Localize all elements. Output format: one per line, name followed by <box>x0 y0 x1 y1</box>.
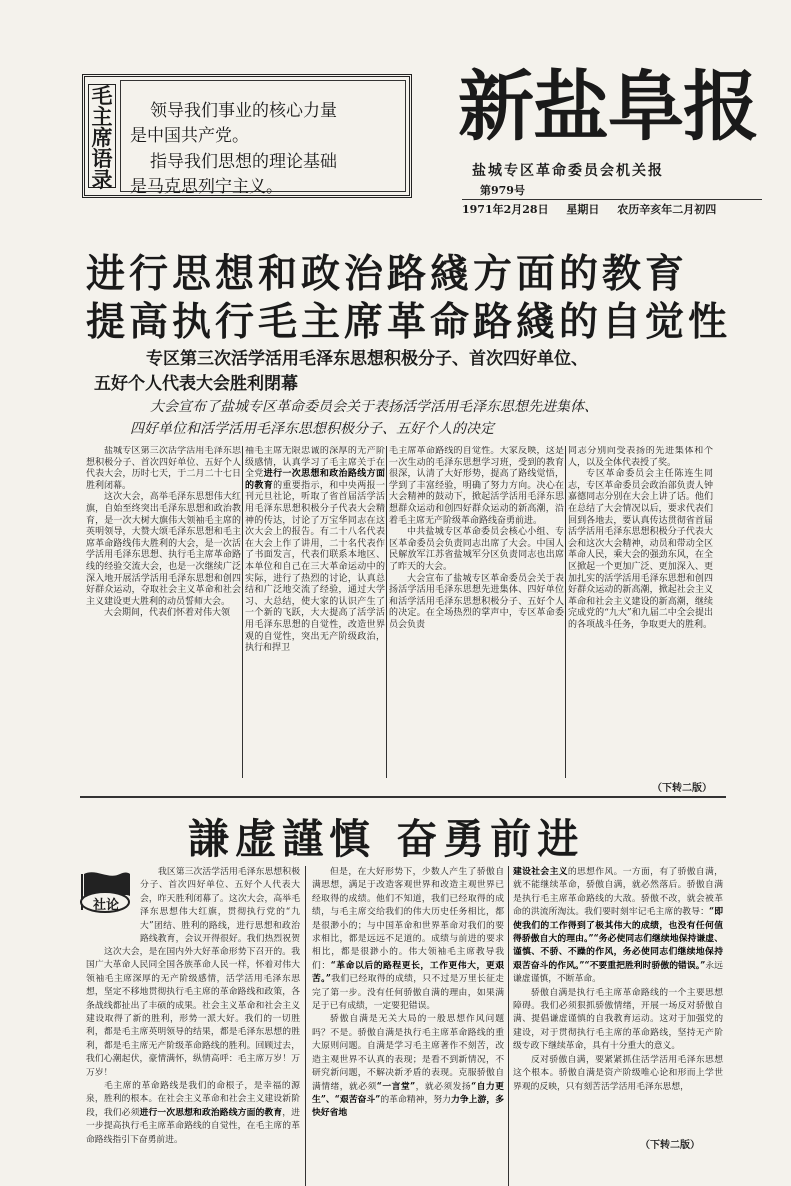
text-run: 骄傲自满是无关大局的一般思想作风问题吗？不是。骄傲自满是执行毛主席革命路线的重大原则问题。自满是学习毛主席著作不刻苦，改造主观世界不认真的表现；是看不到新情况，不研究新问题，不解决新矛盾的表现。克服骄傲自满情绪，就必须 <box>312 1014 504 1092</box>
article-column-1 <box>86 446 241 780</box>
lunar-date: 农历辛亥年二月初四 <box>617 203 717 216</box>
issue-number: 第979号 <box>480 184 525 197</box>
text-run: 的思想作风。一方面，有了骄傲自满，就不能继续革命，骄傲自满，就必然落后。骄傲自满是执行毛主席革命路线的大敌。骄傲不改，就会被革命的洪流所淘汰。我们要时刻牢记毛主席的教导： <box>513 867 723 918</box>
paragraph: 这次大会，高举毛泽东思想伟大红旗，自始至终突出毛泽东思想和政治教育，是一次大树大旗伟大领袖毛主席的英明领导，大赞大颂毛泽东思想和毛主席革命路线伟大胜利的大会，是一次活学活用毛泽东思想、执行毛主席革命路线的经验交流大会，也是一次继续广泛深入地开展活学活用毛泽东思想和创四好群众运动，夺取社会主义革命和社会主义建设更大胜利的动员誓师大会。 <box>86 492 241 607</box>
emphasis-text: 进行一次思想和政治路线方面的教育 <box>139 1107 283 1118</box>
article-column-4 <box>568 446 713 780</box>
headline-line-2: 提高执行毛主席革命路綫的自觉性 <box>86 299 732 345</box>
deck-line-2: 四好单位和活学活用毛泽东思想积极分子、五好个人的决定 <box>130 421 494 437</box>
emphasis-text: “自力更生”、“艰苦奋斗” <box>312 1081 504 1105</box>
paragraph: 我区第三次活学活用毛泽东思想积极分子、首次四好单位、五好个人代表大会，昨天胜利闭幕了。这次大会，高举毛泽东思想伟大红旗，贯彻执行党的“九大”团结、胜利的路线，进行思想和政治路线教育，会议开得很好。我们热烈祝贺 <box>140 867 300 945</box>
paragraph: 大会宣布了盐城专区革命委员会关于表扬活学活用毛泽东思想先进集体、四好单位和活学活用毛泽东思想积极分子、五好个人的决定。在全场热烈的掌声中，专区革命委员会负责 <box>389 573 564 630</box>
emphasis-text: 建设社会主义 <box>513 867 568 877</box>
editorial-badge <box>74 866 136 916</box>
continued-note: （下转二版） <box>640 1140 700 1151</box>
article-column-2 <box>245 446 385 780</box>
quotation-line: 是中国共产党。 <box>130 126 249 146</box>
text-run: 我们已经取得的成绩，只不过是万里长征走完了第一步。没有任何骄傲自满的理由，如果满足于已有成绩，一定要犯错误。 <box>312 974 504 1012</box>
editorial-column-1 <box>86 946 300 1181</box>
paragraph: 大会期间，代表们怀着对伟大领 <box>104 608 231 619</box>
section-divider <box>80 796 726 798</box>
emphasis-text: 进行一次思想和政治路线方面的教育 <box>245 469 385 491</box>
text-run: 永远谦虚谨慎，不断革命。 <box>513 960 723 985</box>
text-run: 毛主席的革命路线是我们的命根子，是幸福的源泉，胜利的根本。在社会主义革命和社会主义建设新阶段，我们必须 <box>86 1081 300 1118</box>
paragraph: 骄傲自满是执行毛主席革命路线的一个主要思想障碍。我们必须狠抓骄傲情绪，开展一场反对骄傲自满、提倡谦虚谨慎的自我教育运动。这对于加强党的建设，对于贯彻执行毛主席的革命路线，坚持无产阶级专政下继续革命，具有十分重大的意义。 <box>513 987 723 1052</box>
quotation-label-char: 语 <box>91 146 113 171</box>
quotation-label-char: 席 <box>91 125 113 150</box>
column-divider <box>305 866 306 1186</box>
emphasis-text: “革命以后的路程更长，工作更伟大，更艰苦。” <box>312 960 504 985</box>
text-run: 的重要指示，和中央两报一刊元旦社论，听取了省首届活学活用毛泽东思想积极分子代表大会精神的传达，讨论了万宝华同志在这次大会上的报告。有二十八名代表在大会上作了讲用，二十名代表作了书面发言，代表们联系本地区、本单位和自己在三大革命运动中的实际，进行了热烈的讨论，认真总结和广泛地交流了经验，通过大学习、大总结，使大家的认识产生了一个新的飞跃，大大提高了活学活用毛泽东思想的自觉性，改造世界观的自觉性，突出无产阶级政治，执行和捍卫 <box>245 480 385 654</box>
text-run: ，就必须发扬 <box>415 1081 472 1092</box>
quotation-label-char: 主 <box>91 104 113 129</box>
paragraph: 反对骄傲自满，要紧紧抓住活学活用毛泽东思想这个根本。骄傲自满是资产阶级唯心论和形而上学世界观的反映，只有刻苦活学活用毛泽东思想， <box>513 1054 723 1092</box>
column-divider <box>242 446 243 778</box>
quotation-label-char: 录 <box>91 167 113 192</box>
editorial-label: 社论 <box>92 898 119 913</box>
article-column-3 <box>389 446 564 780</box>
paragraph: 盐城专区第三次活学活用毛泽东思想积极分子、首次四好单位、五好个人代表大会，历时七天，于二月二十七日胜利闭幕。 <box>86 446 241 491</box>
newspaper-title: 新盐阜报 <box>458 62 758 151</box>
quotation-line: 是马克思列宁主义。 <box>130 177 283 197</box>
text-run: 的革命精神，努力 <box>380 1094 452 1105</box>
quotation-line: 领导我们事业的核心力量 <box>150 101 337 121</box>
continued-note: （下转二版） <box>652 783 712 794</box>
subheadline-line-1: 专区第三次活学活用毛泽东思想积极分子、首次四好单位、 <box>146 349 588 369</box>
quotation-line: 指导我们思想的理论基础 <box>150 152 337 172</box>
headline-line-1: 进行思想和政治路綫方面的教育 <box>86 251 689 297</box>
paragraph: 专区革命委员会主任陈连生同志，专区革命委员会政治部负责人钟嘉德同志分别在大会上讲了话。他们在总结了大会情况以后，要求代表们回到各地去，要认真传达贯彻省首届活学活用毛泽东思想积极分子代表大会和这次大会精神，动员和带动全区革命人民，乘大会的强劲东风，在全区掀起一个更加广泛、更加深入、更加扎实的活学活用毛泽东思想和创四好群众运动的新高潮，掀起社会主义革命和社会主义建设的新高潮，继续完成党的“九大”和九届二中全会提出的各项战斗任务，争取更大的胜利。 <box>568 469 713 630</box>
subheadline-line-2: 五好个人代表大会胜利閉幕 <box>94 374 298 394</box>
emphasis-text: “即使我们的工作得到了极其伟大的成绩，也没有任何值得骄傲自大的理由。” <box>513 907 723 945</box>
text-run: 袖毛主席无限忠诚的深厚的无产阶级感情，认真学习了毛主席关于在全党 <box>245 446 385 480</box>
column-divider <box>386 446 387 778</box>
paragraph: 中共盐城专区革命委员会核心小组、专区革命委员会负责同志出席了大会。中国人民解放军江苏省盐城军分区负责同志也出席了昨天的大会。 <box>389 527 564 572</box>
issue-weekday: 星期日 <box>566 203 600 216</box>
dateline <box>462 199 762 217</box>
editorial-title: 謙虚謹慎 奋勇前进 <box>188 815 585 863</box>
quotation-label <box>88 83 116 192</box>
paragraph: 同志分别向受表扬的先进集体和个人，以及全体代表授了奖。 <box>568 446 713 468</box>
quotation-label-char: 毛 <box>91 83 113 108</box>
text-run: ，进一步提高执行毛主席革命路线的自觉性，在毛主席的革命路线指引下奋勇前进。 <box>86 1107 300 1145</box>
column-divider <box>565 446 566 778</box>
emphasis-text: 力争上游，多快好省地 <box>312 1094 504 1119</box>
newspaper-subtitle: 盐城专区革命委员会机关报 <box>472 163 664 179</box>
editorial-column-2 <box>312 866 504 1186</box>
issue-date: 1971年2月28日 <box>462 203 549 216</box>
deck-line-1: 大会宣布了盐城专区革命委员会关于表扬活学活用毛泽东思想先进集体、 <box>150 399 598 415</box>
paragraph: 毛主席革命路线的自觉性。大家反映，这是一次生动的毛泽东思想学习班，受到的教育很深，认清了大好形势，提高了路线觉悟，学到了丰富经验，明确了努力方向。决心在大会精神的鼓动下，掀起活学活用毛泽东思想群众运动和创四好群众运动的新高潮，沿着毛主席无产阶级革命路线奋勇前进。 <box>389 446 564 526</box>
text-run: 但是，在大好形势下，少数人产生了骄傲自满思想，满足于改造客观世界和改造主观世界已经取得的成绩。他们不知道，我们已经取得的成绩，与毛主席交给我们的伟大历史任务相比，都是很渺小的；与中国革命和世界革命对我们的要求相比，都是远远不足道的。成绩与前进的要求相比，都是很渺小的。伟大领袖毛主席教导我们： <box>312 867 504 971</box>
column-divider <box>508 866 509 1186</box>
editorial-column-1-top <box>140 866 300 946</box>
paragraph: 这次大会，是在国内外大好革命形势下召开的。我国广大革命人民同全国各族革命人民一样，怀着对伟大领袖毛主席深厚的无产阶级感情，活学活用毛泽东思想，坚定不移地贯彻执行毛主席的革命路线和政策，各条战线都扯出了丰硕的成果。社会主义革命和社会主义建设取得了新的胜利，形势一派大好。我们的一切胜利，都是毛主席英明领导的结果，都是毛泽东思想的胜利，都是毛主席无产阶级革命路线的胜利。回顾过去，我们心潮起伏，豪情满怀，纵情高呼：毛主席万岁！万万岁！ <box>86 947 300 1078</box>
emphasis-text: “不要重把胜利时骄傲的错误。” <box>584 960 706 971</box>
emphasis-text: “一言堂” <box>376 1081 416 1092</box>
emphasis-text: “务必使同志们继续地保持谦虚、谨慎、不骄、不躁的作风，务必使同志们继续地保持艰苦奋斗的作风。” <box>513 934 723 971</box>
